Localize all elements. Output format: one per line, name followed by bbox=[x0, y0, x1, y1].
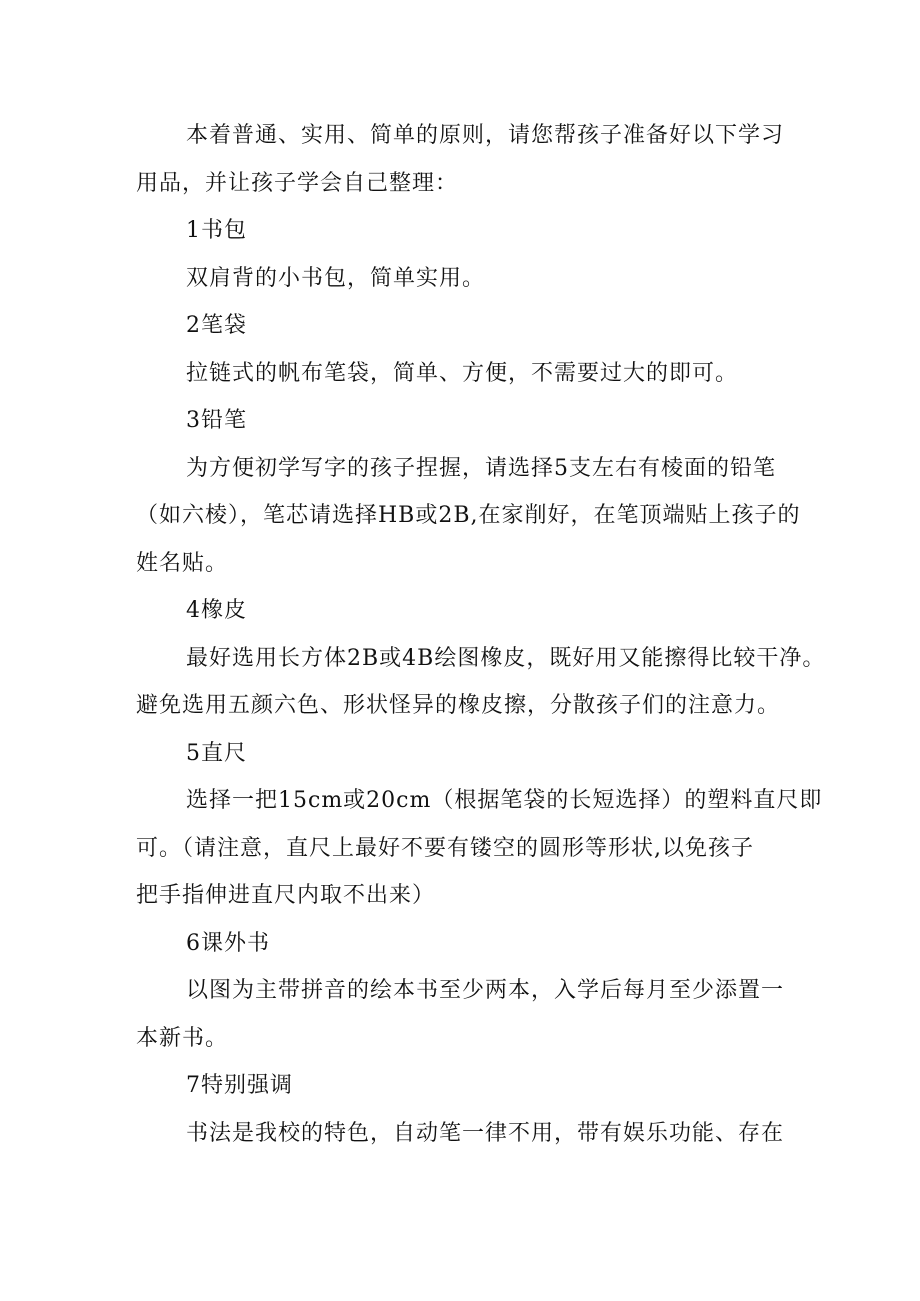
intro-line-2: 用品，并让孩子学会自己整理： bbox=[136, 170, 459, 196]
item-heading-pencil: 3铅笔 bbox=[186, 408, 247, 433]
item-text-pencil-1: 为方便初学写字的孩子捏握，请选择5支左右有棱面的铅笔 bbox=[186, 455, 776, 481]
item-heading-special-emphasis: 7特别强调 bbox=[186, 1073, 293, 1098]
document-body bbox=[136, 112, 826, 1157]
item-text-books-2: 本新书。 bbox=[136, 1025, 229, 1051]
item-heading-extracurricular-books: 6课外书 bbox=[186, 930, 270, 956]
item-text-pencil-3: 姓名贴。 bbox=[136, 550, 229, 576]
item-text-schoolbag-1: 双肩背的小书包，简单实用。 bbox=[186, 265, 486, 291]
item-text-pencil-case-1: 拉链式的帆布笔袋，简单、方便，不需要过大的即可。 bbox=[186, 360, 739, 386]
item-text-eraser-2: 避免选用五颜六色、形状怪异的橡皮擦，分散孩子们的注意力。 bbox=[136, 693, 781, 718]
item-text-ruler-1: 选择一把15cm或20cm（根据笔袋的长短选择）的塑料直尺即 bbox=[186, 788, 823, 813]
item-text-ruler-2: 可。（请注意，直尺上最好不要有镂空的圆形等形状,以免孩子 bbox=[136, 835, 754, 861]
item-heading-eraser: 4橡皮 bbox=[186, 598, 247, 623]
item-text-eraser-1: 最好选用长方体2B或4B绘图橡皮，既好用又能擦得比较干净。 bbox=[186, 645, 826, 671]
item-text-special-emphasis-1: 书法是我校的特色，自动笔一律不用，带有娱乐功能、存在 bbox=[186, 1120, 785, 1146]
item-heading-ruler: 5直尺 bbox=[186, 740, 247, 766]
item-heading-schoolbag: 1书包 bbox=[186, 218, 247, 243]
item-text-ruler-3: 把手指伸进直尺内取不出来） bbox=[136, 883, 436, 908]
intro-line-1: 本着普通、实用、简单的原则，请您帮孩子准备好以下学习 bbox=[186, 123, 785, 148]
item-heading-pencil-case: 2笔袋 bbox=[186, 313, 247, 338]
item-text-pencil-2: （如六棱），笔芯请选择HB或2B,在家削好，在笔顶端贴上孩子的 bbox=[136, 503, 801, 528]
item-text-books-1: 以图为主带拼音的绘本书至少两本，入学后每月至少添置一 bbox=[186, 978, 785, 1003]
